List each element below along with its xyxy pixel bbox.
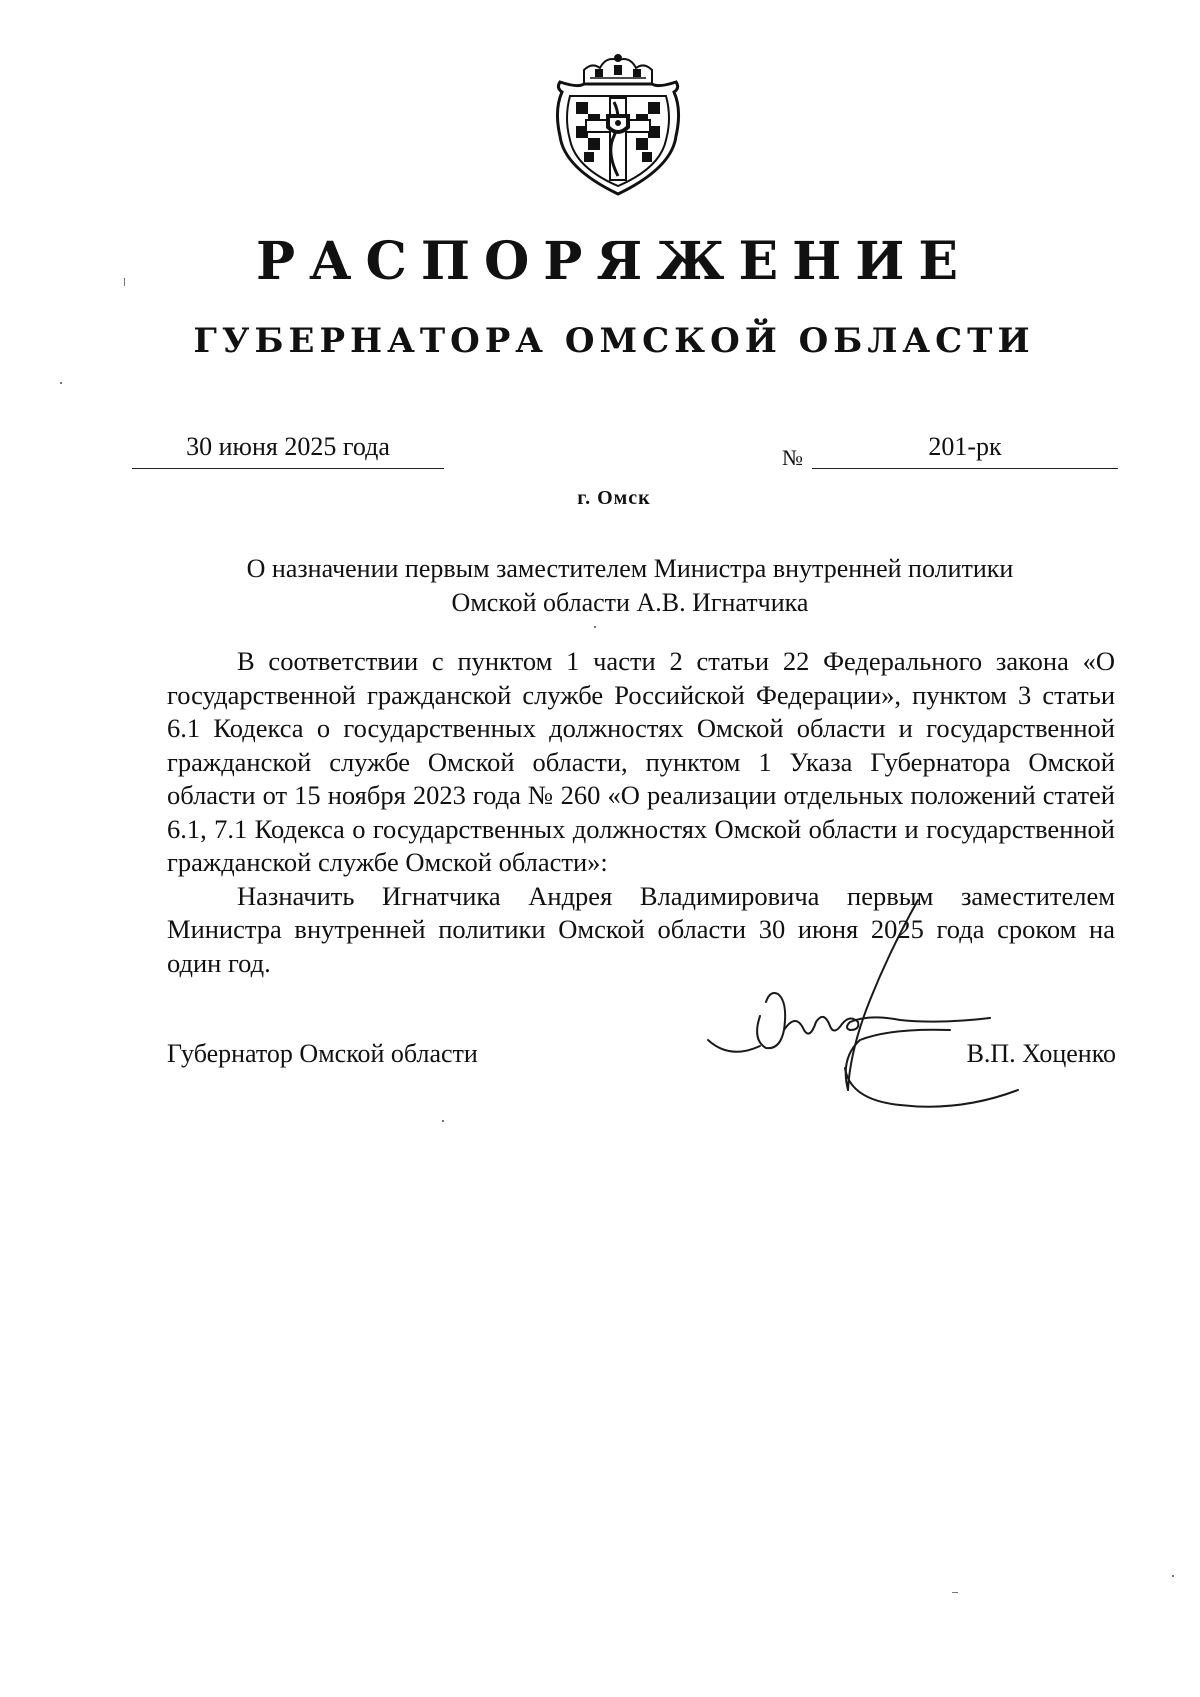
subject-line: Омской области А.В. Игнатчика: [451, 588, 809, 617]
document-title: РАСПОРЯЖЕНИЕ: [256, 231, 972, 292]
coat-of-arms-icon: [548, 48, 688, 198]
signatory-position: Губернатор Омской области: [167, 1039, 478, 1068]
document-subject: [140, 552, 1120, 620]
document-date: 30 июня 2025 года: [132, 430, 444, 469]
document-city: г. Омск: [577, 487, 651, 509]
number-sign: №: [782, 445, 803, 470]
document-number: 201-рк: [812, 430, 1118, 469]
subject-line: О назначении первым заместителем Министра внутренней политики: [246, 554, 1014, 583]
body-paragraph-preamble: В соответствии с пунктом 1 части 2 статьи 22 Федерального закона «О государственной гражданской службе Российской Федерации», пунктом 3 статьи 6.1 Кодекса о государственных должностях Омской области и государственной гражданской службе Омской области, пунктом 1 Указа Губернатора Омской области от 15 ноября 2023 года № 260 «О реализации отдельных положений статей 6.1, 7.1 Кодекса о государственных должностях Омской области и государственной гражданской службе Омской области»:: [167, 646, 1115, 877]
body-paragraph-order: Назначить Игнатчика Андрея Владимировича первым заместителем Министра внутренней политики Омской области 30 июня 2025 года сроком на один год.: [167, 880, 1115, 978]
document-issuer: ГУБЕРНАТОРА ОМСКОЙ ОБЛАСТИ: [193, 321, 1035, 361]
document-body: [167, 645, 1115, 980]
signatory-name: В.П. Хоценко: [966, 1039, 1116, 1068]
